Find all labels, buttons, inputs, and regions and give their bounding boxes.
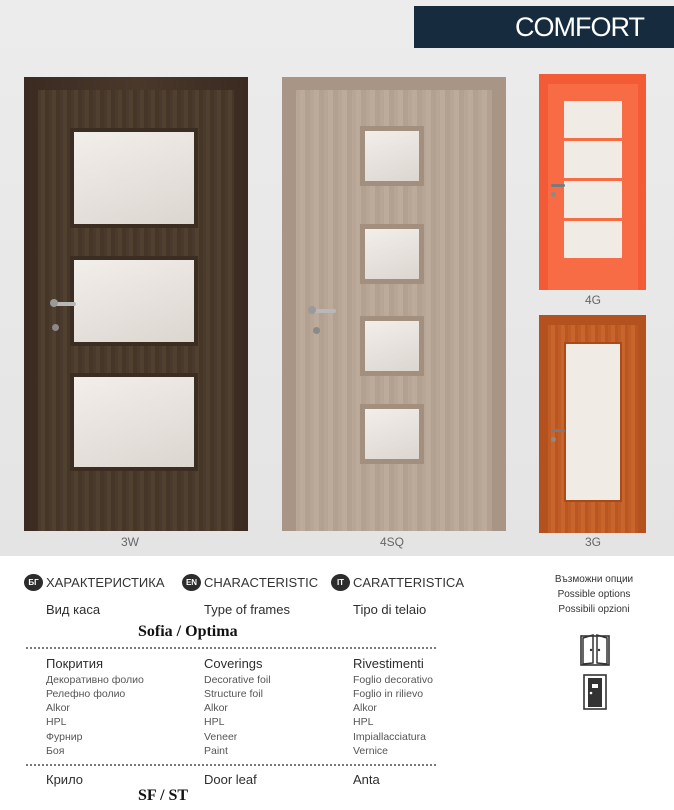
divider [26, 647, 436, 649]
options-label-bg: Възможни опции [554, 574, 634, 585]
glass-panel [360, 404, 424, 464]
glass-panel [360, 316, 424, 376]
spec-table [0, 556, 674, 810]
language-badge-bg: БГ [24, 574, 43, 591]
covering-item-bg: Боя [46, 745, 65, 757]
covering-item-it: Alkor [353, 702, 377, 714]
door-3g [548, 325, 638, 533]
frames-title-en: Type of frames [204, 602, 290, 617]
door-handle-icon [551, 429, 565, 432]
covering-item-it: HPL [353, 716, 374, 728]
section-header-bg [24, 574, 165, 591]
glass-panel [564, 101, 622, 138]
leaf-value: SF / ST [138, 787, 189, 804]
door-3w [38, 90, 234, 531]
single-door-icon [583, 674, 607, 710]
lock-icon [551, 437, 556, 442]
covering-item-it: Impiallacciatura [353, 731, 426, 743]
coverings-title-bg: Покрития [46, 656, 104, 671]
covering-item-it: Foglio decorativo [353, 674, 433, 686]
leaf-title-it: Anta [353, 772, 380, 787]
section-title-bg: ХАРАКТЕРИСТИКА [46, 575, 165, 590]
door-4sq [296, 90, 492, 531]
handle-rose-icon [308, 306, 316, 314]
glass-panel [564, 141, 622, 178]
options-label-en: Possible options [557, 589, 631, 600]
collection-title: COMFORT [414, 6, 674, 48]
handle-rose-icon [50, 299, 58, 307]
covering-item-en: Alkor [204, 702, 228, 714]
section-title-en: CHARACTERISTIC [204, 575, 319, 590]
section-header-en [182, 574, 318, 591]
glass-panel [70, 128, 198, 228]
covering-item-bg: Фурнир [46, 731, 83, 743]
door-label-3w: 3W [121, 535, 139, 549]
glass-panel [564, 342, 622, 502]
covering-item-en: Paint [204, 745, 228, 757]
frames-title-bg: Вид каса [46, 602, 101, 617]
door-label-3g: 3G [584, 535, 601, 549]
covering-item-it: Foglio in rilievo [353, 688, 424, 700]
door-handle-icon [551, 184, 565, 187]
covering-item-en: Decorative foil [204, 674, 271, 686]
glass-panel [70, 373, 198, 471]
lock-icon [551, 192, 556, 197]
language-badge-it: IT [331, 574, 350, 591]
language-badge-en: EN [182, 574, 201, 591]
lock-icon [313, 327, 320, 334]
covering-item-bg: Декоративно фолио [46, 674, 144, 686]
glass-panel [564, 181, 622, 218]
leaf-title-bg: Крило [46, 772, 84, 787]
door-4g [548, 84, 638, 290]
covering-item-bg: HPL [46, 716, 67, 728]
divider [26, 764, 436, 766]
possible-options [530, 572, 658, 617]
double-door-icon [580, 632, 610, 666]
coverings-title-en: Coverings [204, 656, 263, 671]
frames-value: Sofia / Optima [138, 623, 238, 640]
glass-panel [360, 224, 424, 284]
covering-item-en: Structure foil [204, 688, 263, 700]
covering-item-en: HPL [204, 716, 225, 728]
lock-icon [52, 324, 59, 331]
section-header-it [331, 574, 464, 591]
coverings-title-it: Rivestimenti [353, 656, 424, 671]
glass-panel [564, 221, 622, 258]
door-label-4sq: 4SQ [379, 535, 404, 549]
covering-item-en: Veneer [204, 731, 238, 743]
covering-item-bg: Релефно фолио [46, 688, 126, 700]
frames-title-it: Tipo di telaio [353, 602, 427, 617]
glass-panel [70, 256, 198, 346]
door-label-4g: 4G [584, 293, 601, 307]
options-label-it: Possibili opzioni [558, 604, 630, 615]
covering-item-bg: Alkor [46, 702, 70, 714]
leaf-title-en: Door leaf [204, 772, 257, 787]
section-title-it: CARATTERISTICA [353, 575, 464, 590]
glass-panel [360, 126, 424, 186]
covering-item-it: Vernice [353, 745, 389, 757]
